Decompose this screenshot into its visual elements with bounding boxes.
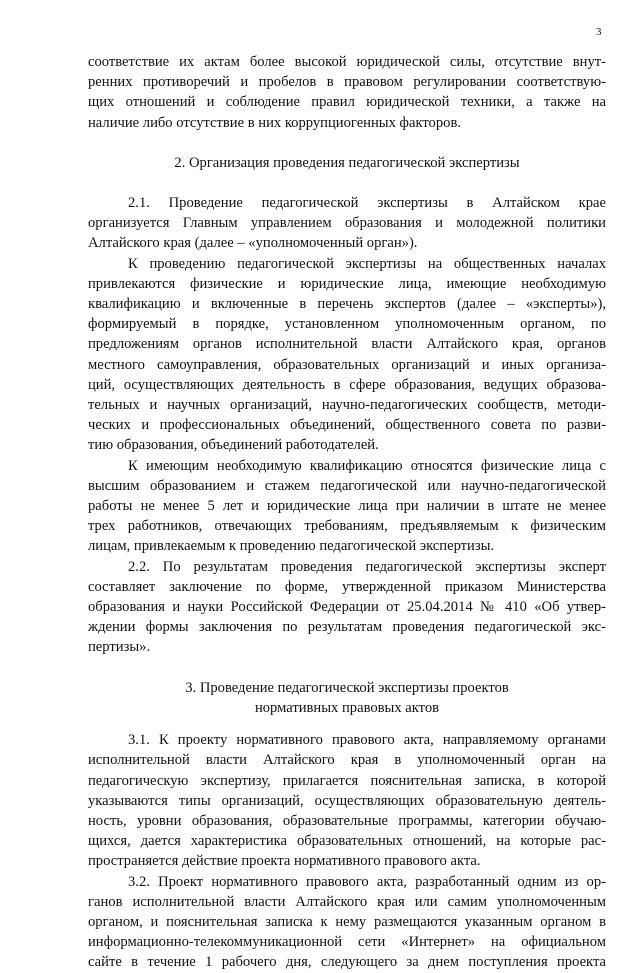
text-line: щихся, дается характеристика образовательных отношений, на которые рас-: [88, 833, 606, 850]
section-3-heading-line: нормативных правовых актов: [254, 699, 440, 716]
text-line: образования и науки Российской Федерации от 25.04.2014 № 410 «Об утвер-: [88, 599, 606, 616]
paragraph-experts: [88, 254, 606, 456]
text-line: К проведению педагогической экспертизы на общественных началах: [128, 255, 606, 272]
text-line: местного самоуправления, образовательных организаций и иных организа-: [88, 356, 606, 373]
text-line: ческих и профессиональных объединений, общественного совета по разви-: [88, 417, 606, 434]
paragraph-3-2: [88, 872, 606, 973]
text-line: предложениям органов исполнительной власти Алтайского края, органов: [88, 336, 606, 353]
text-line: соответствие их актам более высокой юридической силы, отсутствие внут-: [88, 54, 606, 70]
text-line: составляет заключение по форме, утвержденной приказом Министерства: [88, 578, 606, 595]
text-line: тию образования, объединений работодателей.: [88, 437, 379, 454]
text-line: пространяется действие проекта нормативного правового акта.: [88, 853, 481, 870]
text-line: квалификацию и включенные в перечень экспертов (далее – «эксперты»),: [88, 296, 606, 313]
text-line: работы не менее 5 лет и юридические лица при наличии в штате не менее: [88, 498, 606, 515]
text-line: формируемый в порядке, установленном уполномоченным органом, по: [88, 316, 606, 333]
text-line: наличие либо отсутствие в них коррупциогенных факторов.: [88, 114, 461, 131]
text-line: 3.1. К проекту нормативного правового акта, направляемому органами: [128, 732, 606, 749]
paragraph-qualification: [88, 456, 606, 557]
text-line: исполнительной власти Алтайского края в уполномоченный орган на: [88, 752, 606, 769]
text-line: трех работников, отвечающих требованиям, предъявляемым к физическим: [88, 518, 606, 535]
text-line: ганов исполнительной власти Алтайского края или самим уполномоченным: [88, 893, 606, 910]
page-number: 3: [596, 26, 602, 38]
text-line: указываются типы организаций, осуществляющих образовательную деятель-: [88, 792, 606, 809]
text-line: привлекаются физические и юридические лица, имеющие необходимую: [88, 275, 606, 292]
text-line: высшим образованием и стажем педагогической или научно-педагогической: [88, 477, 606, 494]
text-line: 2.1. Проведение педагогической экспертизы в Алтайском крае: [128, 195, 606, 212]
text-line: ренних противоречий и пробелов в правовом регулировании соответствую-: [88, 74, 606, 91]
text-line: организуется Главным управлением образования и молодежной политики: [88, 215, 606, 232]
text-line: 2.2. По результатам проведения педагогической экспертизы эксперт: [128, 558, 606, 575]
section-3-heading: [88, 678, 606, 718]
text-line: сайте в течение 1 рабочего дня, следующего за днем поступления проекта: [88, 954, 606, 971]
text-line: ждении формы заключения по результатам проведения педагогической экс-: [88, 619, 606, 636]
text-line: Алтайского края (далее – «уполномоченный орган»).: [88, 235, 418, 252]
text-line: органом, и пояснительная записка к нему размещаются указанным органом в: [88, 913, 606, 930]
section-2-heading: 2. Организация проведения педагогической экспертизы: [174, 154, 520, 171]
paragraph-3-1: [88, 730, 606, 871]
text-line: тельных и научных организаций, научно-педагогических сообществ, методи-: [88, 397, 606, 414]
text-line: лицам, привлекаемым к проведению педагогической экспертизы.: [88, 538, 495, 555]
document-body: [88, 52, 606, 973]
intro-paragraph: [88, 52, 606, 133]
section-3-heading-line: 3. Проведение педагогической экспертизы проектов: [185, 679, 509, 696]
text-line: информационно-телекоммуникационной сети «Интернет» на официальном: [88, 934, 606, 951]
text-line: 3.2. Проект нормативного правового акта, разработанный одним из ор-: [128, 873, 606, 890]
text-line: ность, уровни образования, образовательные программы, категории обучаю-: [88, 812, 606, 829]
paragraph-2-2: [88, 557, 606, 658]
text-line: пертизы».: [88, 639, 151, 656]
text-line: педагогическую экспертизу, прилагается пояснительная записка, в которой: [88, 772, 606, 789]
text-line: ций, осуществляющих деятельность в сфере образования, ведущих образова-: [88, 376, 606, 393]
text-line: К имеющим необходимую квалификацию относятся физические лица с: [128, 457, 606, 474]
paragraph-2-1: [88, 193, 606, 254]
text-line: щих отношений и соблюдение правил юридической техники, а также на: [88, 94, 606, 111]
